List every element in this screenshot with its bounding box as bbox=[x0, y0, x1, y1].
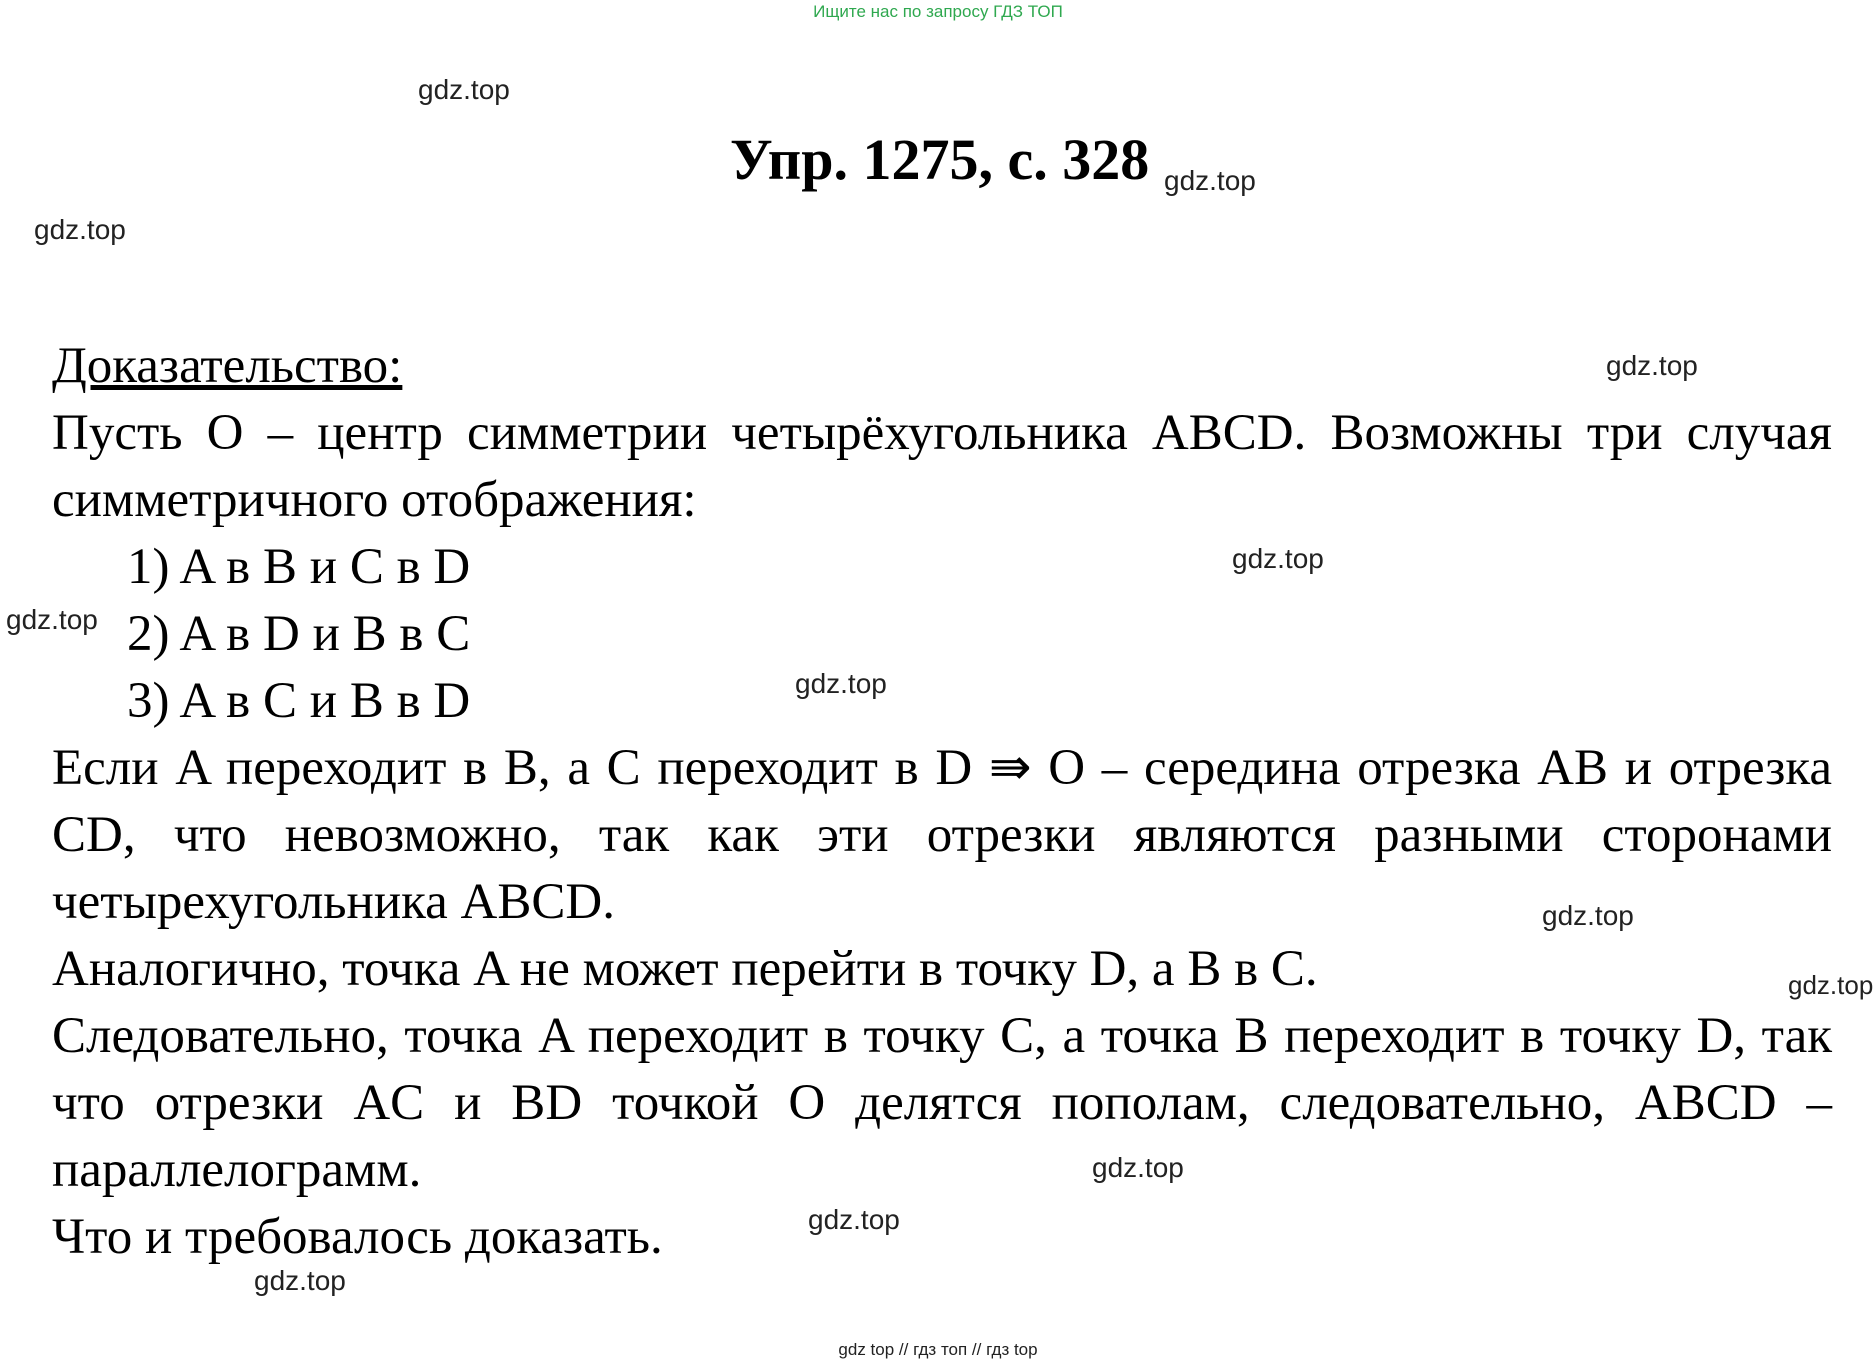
watermark: gdz.top bbox=[6, 604, 98, 635]
watermark: gdz.top bbox=[1232, 543, 1324, 574]
case-item: 2) A в D и B в C bbox=[127, 606, 471, 662]
watermark: gdz.top bbox=[1606, 350, 1698, 381]
footer-links: gdz top // гдз топ // гдз top bbox=[838, 1340, 1038, 1359]
proof-paragraph: Аналогично, точка A не может перейти в точку D, а B в C. bbox=[52, 941, 1318, 997]
proof-paragraph: Следовательно, точка A переходит в точку C, а точка B переходит в точку D, так что отрезки AC и BD точкой O делятся пополам, следовательно, ABCD – параллелограмм. bbox=[52, 1008, 1832, 1198]
proof-text bbox=[52, 333, 1832, 1271]
search-banner: Ищите нас по запросу ГДЗ ТОП bbox=[813, 2, 1063, 21]
watermark: gdz.top bbox=[795, 668, 887, 699]
watermark: gdz.top bbox=[808, 1204, 900, 1235]
proof-conclusion: Что и требовалось доказать. bbox=[52, 1209, 663, 1265]
case-item: 3) A в C и B в D bbox=[127, 673, 471, 729]
case-item: 1) A в B и C в D bbox=[127, 539, 471, 595]
watermark: gdz.top bbox=[34, 214, 126, 245]
watermark: gdz.top bbox=[1092, 1152, 1184, 1183]
watermark: gdz.top bbox=[1164, 165, 1256, 196]
proof-intro: Пусть O – центр симметрии четырёхугольника ABCD. Возможны три случая симметричного отображения: bbox=[52, 405, 1832, 528]
page-title: Упр. 1275, с. 328 bbox=[730, 127, 1150, 192]
watermark: gdz.top bbox=[418, 74, 510, 105]
proof-heading: Доказательство: bbox=[52, 338, 403, 394]
proof-paragraph: Если A переходит в B, а C переходит в D ⇛ O – середина отрезка AB и отрезка CD, что невозможно, так как эти отрезки являются разными сторонами четырехугольника ABCD. bbox=[52, 740, 1832, 930]
watermark: gdz.top bbox=[1788, 970, 1874, 1000]
watermark: gdz.top bbox=[254, 1265, 346, 1296]
watermark: gdz.top bbox=[1542, 900, 1634, 931]
